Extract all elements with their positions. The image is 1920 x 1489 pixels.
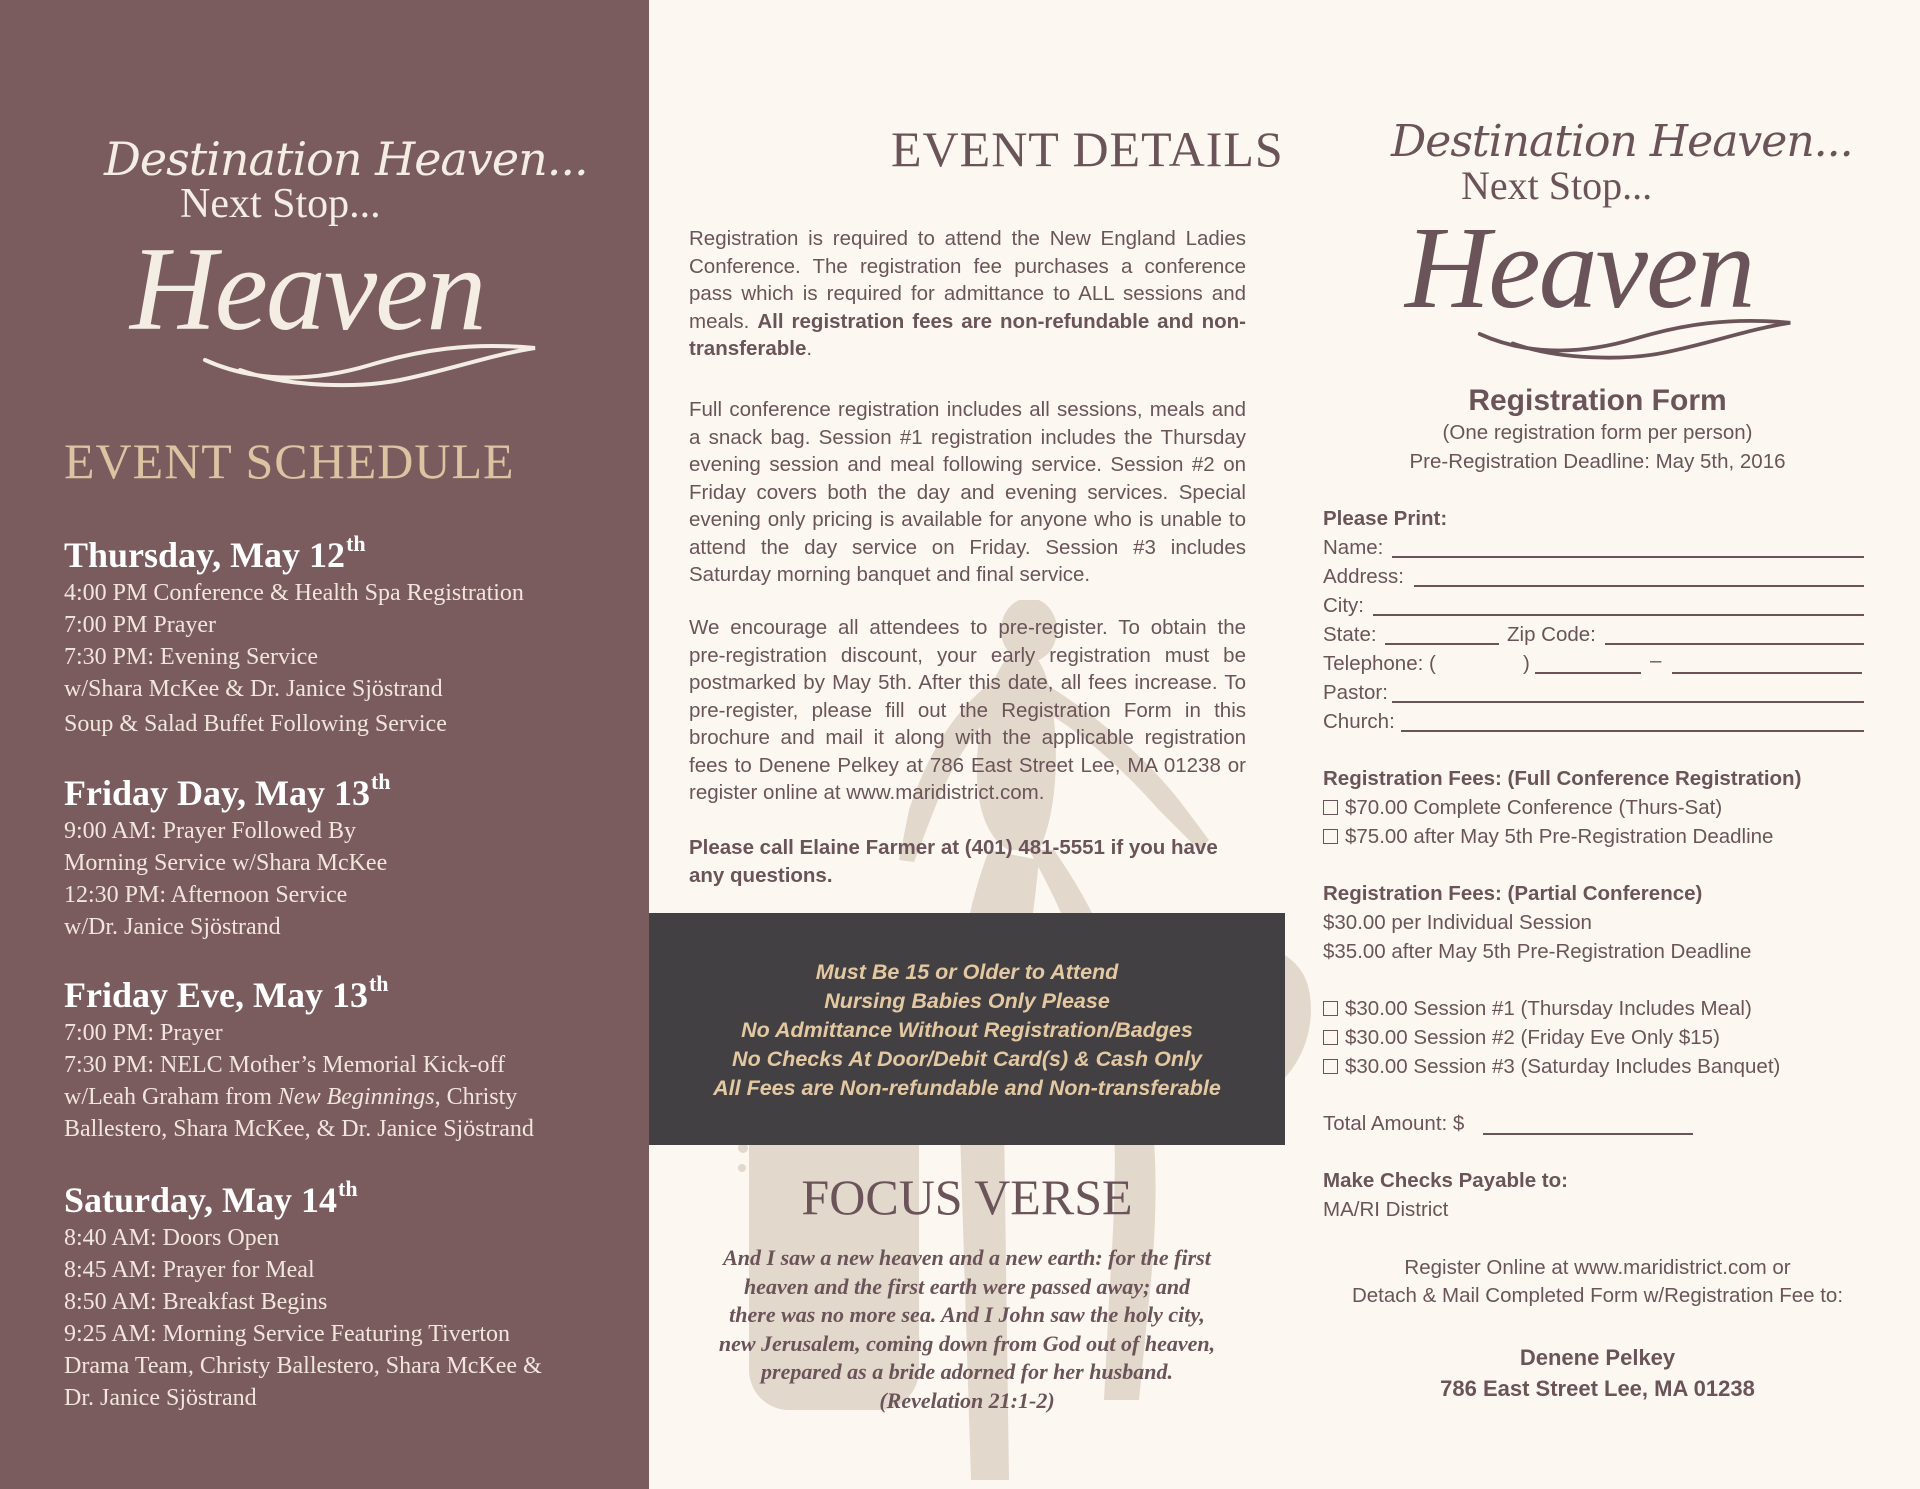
schedule-line: 7:00 PM: Prayer bbox=[64, 1020, 223, 1046]
registration-form-panel bbox=[1285, 0, 1920, 1489]
address-field[interactable] bbox=[1414, 585, 1864, 587]
destination-heaven-logo bbox=[100, 120, 588, 380]
state-label: State: bbox=[1323, 623, 1377, 646]
form-deadline: Pre-Registration Deadline: May 5th, 2016 bbox=[1409, 450, 1786, 473]
telephone-paren: ) bbox=[1523, 652, 1530, 675]
pastor-label: Pastor: bbox=[1323, 681, 1388, 704]
telephone-field-2[interactable] bbox=[1672, 672, 1862, 674]
schedule-day-thursday bbox=[64, 522, 634, 740]
mail-to-name: Denene Pelkey bbox=[1519, 1345, 1676, 1370]
payable-to: MA/RI District bbox=[1323, 1198, 1449, 1221]
telephone-label: Telephone: ( bbox=[1323, 652, 1436, 675]
schedule-line: Soup & Salad Buffet Following Service bbox=[64, 711, 447, 737]
event-details-heading: EVENT DETAILS bbox=[891, 121, 1284, 177]
schedule-line: 8:50 AM: Breakfast Begins bbox=[64, 1289, 328, 1315]
checkbox-icon[interactable] bbox=[1323, 800, 1338, 815]
schedule-line: w/Dr. Janice Sjöstrand bbox=[64, 914, 281, 940]
details-paragraph-1: Registration is required to attend the New England Ladies Conference. The registration fee purchases a conference pass which is required for admittance to ALL sessions and meals. All registration fees are non-refundable and non-transferable. bbox=[689, 227, 1246, 360]
schedule-line: w/Shara McKee & Dr. Janice Sjöstrand bbox=[64, 676, 443, 702]
name-label: Name: bbox=[1323, 536, 1384, 559]
logo-line-3: Heaven bbox=[1405, 202, 1754, 333]
name-field[interactable] bbox=[1392, 556, 1864, 558]
details-paragraph-3: We encourage all attendees to pre-register. To obtain the pre-registration discount, your early registration must be postmarked by May 5th. After this date, all fees increase. To pre-register, please fill out the Registration Form in this brochure and mail it along with the applicable registration fees to Denene Pelkey at 786 East Street Lee, MA 01238 or register online at www.maridistrict.com. bbox=[689, 616, 1246, 804]
schedule-line: Dr. Janice Sjöstrand bbox=[64, 1385, 257, 1411]
checkbox-icon[interactable] bbox=[1323, 1001, 1338, 1016]
event-details-panel bbox=[649, 0, 1285, 1489]
destination-heaven-logo bbox=[1365, 108, 1853, 358]
schedule-day-friday-day bbox=[64, 760, 634, 943]
form-subtitle: (One registration form per person) bbox=[1442, 421, 1753, 444]
checkbox-icon[interactable] bbox=[1323, 1059, 1338, 1074]
mail-instructions-text: Detach & Mail Completed Form w/Registration Fee to: bbox=[1351, 1284, 1844, 1307]
schedule-line: 9:00 AM: Prayer Followed By bbox=[64, 818, 356, 844]
day-heading: Thursday, May 12th bbox=[64, 531, 366, 575]
logo-line-1: Destination Heaven... bbox=[1391, 116, 1853, 167]
details-contact: Please call Elaine Farmer at (401) 481-5551 if you have any questions. bbox=[689, 836, 1218, 887]
checkbox-icon[interactable] bbox=[1323, 1030, 1338, 1045]
notice-line: Nursing Babies Only Please bbox=[824, 989, 1110, 1013]
full-fees-heading: Registration Fees: (Full Conference Registration) bbox=[1323, 767, 1802, 790]
mail-to-address: 786 East Street Lee, MA 01238 bbox=[1440, 1376, 1755, 1401]
total-amount-field[interactable] bbox=[1483, 1133, 1693, 1135]
full-fee-option-1[interactable]: $70.00 Complete Conference (Thurs-Sat) bbox=[1323, 796, 1722, 820]
schedule-line: 4:00 PM Conference & Health Spa Registration bbox=[64, 580, 524, 606]
schedule-line: 12:30 PM: Afternoon Service bbox=[64, 882, 348, 908]
telephone-field-1[interactable] bbox=[1535, 672, 1641, 674]
schedule-line: 8:40 AM: Doors Open bbox=[64, 1225, 280, 1251]
day-heading: Friday Eve, May 13th bbox=[64, 971, 389, 1015]
schedule-line: 8:45 AM: Prayer for Meal bbox=[64, 1257, 315, 1283]
notice-line: All Fees are Non-refundable and Non-transferable bbox=[713, 1076, 1221, 1100]
schedule-line: Drama Team, Christy Ballestero, Shara McKee & bbox=[64, 1353, 542, 1379]
logo-swoosh-icon bbox=[1475, 304, 1795, 364]
city-field[interactable] bbox=[1373, 614, 1864, 616]
partial-fee-text-1: $30.00 per Individual Session bbox=[1323, 911, 1592, 934]
schedule-line: 7:00 PM Prayer bbox=[64, 612, 216, 638]
focus-verse-text: And I saw a new heaven and a new earth: for the first heaven and the first earth were passed away; and there was no more sea. And I John saw the holy city, new Jerusalem, coming down from God out of heaven, prepared as a bride adorned for her husband. (Revelation 21:1-2) bbox=[718, 1245, 1216, 1413]
event-schedule-heading: EVENT SCHEDULE bbox=[64, 433, 515, 489]
partial-fee-text-2: $35.00 after May 5th Pre-Registration Deadline bbox=[1323, 940, 1752, 963]
schedule-line: w/Leah Graham from New Beginnings, Christy bbox=[64, 1084, 518, 1110]
details-paragraph-2: Full conference registration includes all sessions, meals and a snack bag. Session #1 registration includes the Thursday evening session and meal following service. Session #2 on Friday covers both the day and evening services. Special evening only pricing is available for anyone who is unable to attend the day service on Friday. Session #3 includes Saturday morning banquet and final service. bbox=[689, 398, 1246, 586]
total-amount-label: Total Amount: $ bbox=[1323, 1112, 1465, 1135]
logo-line-3: Heaven bbox=[130, 222, 485, 355]
schedule-line: Ballestero, Shara McKee, & Dr. Janice Sjöstrand bbox=[64, 1116, 534, 1142]
registration-form-title: Registration Form bbox=[1468, 384, 1727, 417]
church-field[interactable] bbox=[1401, 730, 1864, 732]
day-heading: Saturday, May 14th bbox=[64, 1176, 358, 1220]
notice-line: Must Be 15 or Older to Attend bbox=[815, 960, 1119, 984]
payable-heading: Make Checks Payable to: bbox=[1323, 1169, 1568, 1192]
full-fee-option-2[interactable]: $75.00 after May 5th Pre-Registration Deadline bbox=[1323, 825, 1773, 849]
checkbox-icon[interactable] bbox=[1323, 829, 1338, 844]
zip-field[interactable] bbox=[1605, 643, 1864, 645]
logo-swoosh-icon bbox=[200, 330, 540, 390]
schedule-line: Morning Service w/Shara McKee bbox=[64, 850, 388, 876]
state-field[interactable] bbox=[1385, 643, 1499, 645]
focus-verse-heading: FOCUS VERSE bbox=[801, 1169, 1133, 1225]
session-option-2[interactable]: $30.00 Session #2 (Friday Eve Only $15) bbox=[1323, 1026, 1720, 1050]
day-heading: Friday Day, May 13th bbox=[64, 769, 391, 813]
logo-line-2: Next Stop... bbox=[1461, 163, 1653, 208]
schedule-line: 9:25 AM: Morning Service Featuring Tiverton bbox=[64, 1321, 510, 1347]
address-label: Address: bbox=[1323, 565, 1404, 588]
schedule-day-saturday bbox=[64, 1167, 634, 1414]
session-option-3[interactable]: $30.00 Session #3 (Saturday Includes Banquet) bbox=[1323, 1055, 1780, 1079]
schedule-day-friday-eve bbox=[64, 962, 634, 1145]
logo-line-1: Destination Heaven... bbox=[104, 132, 588, 186]
pastor-field[interactable] bbox=[1392, 701, 1864, 703]
notice-line: No Checks At Door/Debit Card(s) & Cash Only bbox=[732, 1047, 1202, 1071]
notice-box bbox=[649, 913, 1285, 1145]
schedule-line: 7:30 PM: NELC Mother’s Memorial Kick-off bbox=[64, 1052, 506, 1078]
zip-label: Zip Code: bbox=[1507, 623, 1596, 646]
city-label: City: bbox=[1323, 594, 1364, 617]
notice-line: No Admittance Without Registration/Badges bbox=[741, 1018, 1193, 1042]
partial-fees-heading: Registration Fees: (Partial Conference) bbox=[1323, 882, 1703, 905]
schedule-panel bbox=[0, 0, 649, 1489]
logo-line-2: Next Stop... bbox=[180, 181, 381, 227]
session-option-1[interactable]: $30.00 Session #1 (Thursday Includes Meal) bbox=[1323, 997, 1752, 1021]
schedule-line: 7:30 PM: Evening Service bbox=[64, 644, 318, 670]
register-online-text: Register Online at www.maridistrict.com or bbox=[1404, 1256, 1791, 1279]
church-label: Church: bbox=[1323, 710, 1395, 733]
telephone-dash: – bbox=[1650, 649, 1662, 672]
please-print-label: Please Print: bbox=[1323, 507, 1448, 530]
